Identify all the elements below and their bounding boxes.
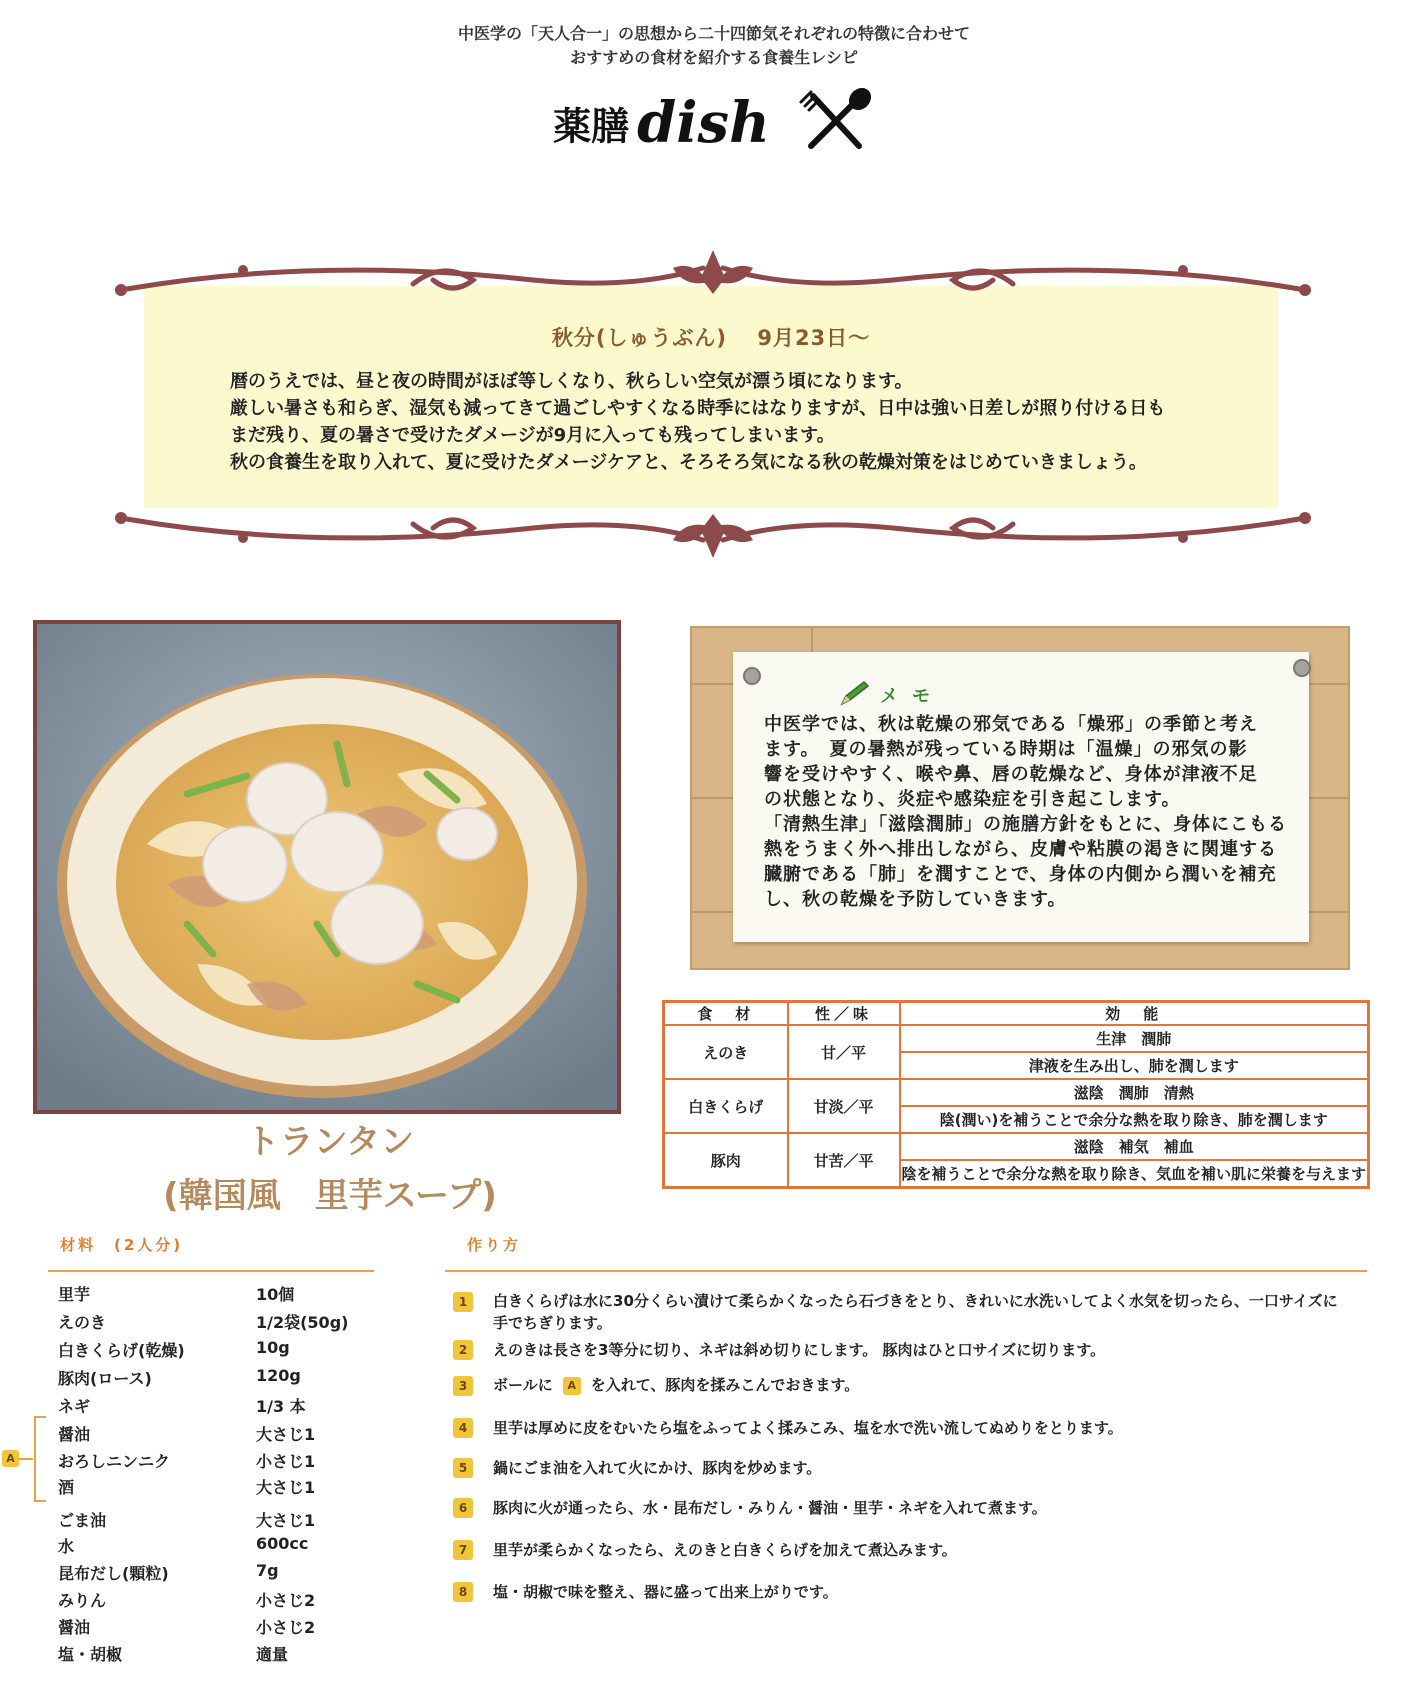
- table-cell-food: 白きくらげ: [664, 1079, 788, 1133]
- step-number: 7: [453, 1540, 473, 1560]
- group-a-badge: A: [2, 1450, 19, 1467]
- step-text: 豚肉に火が通ったら、水・昆布だし・みりん・醤油・里芋・ネギを入れて煮ます。: [493, 1499, 1047, 1517]
- table-cell-nature: 甘苦／平: [788, 1133, 900, 1188]
- step-text: 塩・胡椒で味を整え、器に盛って出来上がりです。: [493, 1583, 838, 1601]
- ingredient-name: 塩・胡椒: [58, 1645, 123, 1664]
- ingredient-quantity: 大さじ1: [256, 1511, 316, 1530]
- step-number: 2: [453, 1340, 473, 1360]
- table-header: 食 材: [664, 1002, 788, 1026]
- intro-line-2: おすすめの食材を紹介する食養生レシピ: [570, 48, 858, 67]
- ingredient-quantity: 600cc: [256, 1534, 309, 1553]
- step-number: 6: [453, 1498, 473, 1518]
- ingredient-quantity: 大さじ1: [256, 1425, 316, 1444]
- ingredient-quantity: 7g: [256, 1561, 279, 1580]
- ingredient-name: 醤油: [58, 1618, 91, 1637]
- ingredient-name: 白きくらげ(乾燥): [58, 1341, 185, 1360]
- ingredients-heading: 材料 (2人分): [60, 1236, 184, 1254]
- season-line: まだ残り、夏の暑さで受けたダメージが9月に入っても残ってしまいます。: [230, 425, 835, 446]
- ingredient-quantity: 小さじ1: [256, 1452, 316, 1471]
- season-line: 厳しい暑さも和らぎ、湿気も減ってきて過ごしやすくなる時季にはなりますが、日中は強い日差しが照り付ける日も: [230, 398, 1166, 419]
- ingredient-quantity: 1/3 本: [256, 1397, 306, 1416]
- ingredient-quantity: 小さじ2: [256, 1591, 316, 1610]
- ingredient-quantity: 適量: [256, 1645, 289, 1664]
- table-row: [664, 1079, 1369, 1106]
- pin-icon: [740, 664, 764, 692]
- group-a-badge: A: [563, 1377, 581, 1395]
- memo-line: の状態となり、炎症や感染症を引き起こします。: [764, 789, 1181, 810]
- ingredient-quantity: 大さじ1: [256, 1478, 316, 1497]
- steps-divider: [445, 1270, 1367, 1272]
- step-text: [493, 1374, 1343, 1396]
- step-number: 3: [453, 1376, 473, 1396]
- intro-line-1: 中医学の「天人合一」の思想から二十四節気それぞれの特徴に合わせて: [457, 24, 970, 43]
- season-title: 秋分(しゅうぶん) 9月23日～: [551, 326, 871, 350]
- table-cell-food: 豚肉: [664, 1133, 788, 1188]
- dish-photo: [33, 620, 621, 1114]
- table-cell-nature: 甘／平: [788, 1025, 900, 1079]
- memo-line: し、秋の乾燥を予防していきます。: [764, 889, 1067, 910]
- table-cell-description: 陰(潤い)を補うことで余分な熱を取り除き、肺を潤します: [900, 1106, 1369, 1133]
- ingredient-name: ネギ: [58, 1397, 91, 1416]
- ingredient-name: 昆布だし(顆粒): [58, 1564, 169, 1583]
- table-cell-nature: 甘淡／平: [788, 1079, 900, 1133]
- step-text-line: 白きくらげは水に30分くらい漬けて柔らかくなったら石づきをとり、きれいに水洗いしてよく水気を切ったら、一口サイズに: [493, 1292, 1338, 1310]
- dish-title: [120, 1115, 540, 1223]
- table-cell-food: えのき: [664, 1025, 788, 1079]
- step-text-pre: ボールに: [493, 1376, 553, 1394]
- logo: [0, 88, 1428, 158]
- memo-text: [764, 712, 1292, 912]
- soup-bowl-image: [37, 624, 617, 1110]
- ingredient-quantity: 小さじ2: [256, 1618, 316, 1637]
- step-text: 里芋が柔らかくなったら、えのきと白きくらげを加えて煮込みます。: [493, 1541, 957, 1559]
- step-text-line: 手でちぎります。: [493, 1314, 612, 1332]
- group-connector: [19, 1458, 33, 1460]
- ingredient-name: 里芋: [58, 1285, 91, 1304]
- season-line: 秋の食養生を取り入れて、夏に受けたダメージケアと、そろそろ気になる秋の乾燥対策をはじめていきましょう。: [230, 452, 1147, 473]
- step-number: 1: [453, 1292, 473, 1312]
- dish-title-line-1: トランタン: [245, 1122, 415, 1162]
- group-bracket: [34, 1416, 46, 1502]
- ingredient-name: みりん: [58, 1591, 107, 1610]
- steps-heading: 作り方: [467, 1236, 522, 1254]
- logo-word: dish: [637, 90, 770, 156]
- step-text-post: を入れて、豚肉を揉みこんでおきます。: [590, 1376, 860, 1394]
- memo-line: ます。 夏の暑熱が残っている時期は「温燥」の邪気の影: [764, 739, 1248, 760]
- ornament-top: [113, 248, 1313, 308]
- memo-line: 臓腑である「肺」を潤すことで、身体の内側から潤いを補充: [764, 864, 1277, 885]
- table-cell-effect: 生津 潤肺: [900, 1025, 1369, 1052]
- ingredient-quantity: 120g: [256, 1366, 301, 1385]
- step-number: 4: [453, 1418, 473, 1438]
- memo-line: 熱をうまく外へ排出しながら、皮膚や粘膜の渇きに関連する: [764, 839, 1277, 860]
- logo-kanji: 薬膳: [553, 104, 630, 149]
- ingredients-divider: [48, 1270, 374, 1272]
- step-number: 5: [453, 1458, 473, 1478]
- ingredient-name: おろしニンニク: [58, 1452, 171, 1471]
- table-header: 性／味: [788, 1002, 900, 1026]
- food-properties-table: [662, 1000, 1370, 1189]
- memo-line: 中医学では、秋は乾燥の邪気である「燥邪」の季節と考え: [764, 714, 1258, 735]
- ingredient-quantity: 1/2袋(50g): [256, 1313, 349, 1332]
- intro-text: [0, 22, 1428, 70]
- step-number: 8: [453, 1582, 473, 1602]
- table-cell-description: 陰を補うことで余分な熱を取り除き、気血を補い肌に栄養を与えます: [900, 1160, 1369, 1188]
- ingredient-name: えのき: [58, 1313, 107, 1332]
- table-cell-effect: 滋陰 補気 補血: [900, 1133, 1369, 1160]
- table-row: [664, 1025, 1369, 1052]
- ingredient-name: ごま油: [58, 1511, 107, 1530]
- step-text: 鍋にごま油を入れて火にかけ、豚肉を炒めます。: [493, 1459, 822, 1477]
- table-header-row: [664, 1002, 1369, 1026]
- pencil-icon: [840, 680, 870, 710]
- ingredient-name: 酒: [58, 1478, 75, 1497]
- step-text: えのきは長さを3等分に切り、ネギは斜め切りにします。 豚肉はひと口サイズに切ります。: [493, 1341, 1106, 1359]
- ingredient-name: 醤油: [58, 1425, 91, 1444]
- ingredient-name: 豚肉(ロース): [58, 1369, 152, 1388]
- ornament-bottom: [113, 500, 1313, 560]
- table-row: [664, 1133, 1369, 1160]
- table-cell-description: 津液を生み出し、肺を潤します: [900, 1052, 1369, 1079]
- memo-label: メモ: [880, 686, 944, 707]
- ingredient-quantity: 10個: [256, 1285, 295, 1304]
- memo-line: 響を受けやすく、喉や鼻、唇の乾燥など、身体が津液不足: [764, 764, 1258, 785]
- ingredient-name: 水: [58, 1537, 75, 1556]
- step-text: [493, 1290, 1343, 1334]
- memo-line: 「清熱生津」「滋陰潤肺」の施膳方針をもとに、身体にこもる: [764, 814, 1287, 835]
- dish-title-line-2: (韓国風 里芋スープ): [163, 1176, 497, 1216]
- table-header: 効 能: [900, 1002, 1369, 1026]
- step-text: 里芋は厚めに皮をむいたら塩をふってよく揉みこみ、塩を水で洗い流してぬめりをとります。: [493, 1419, 1123, 1437]
- season-line: 暦のうえでは、昼と夜の時間がほぼ等しくなり、秋らしい空気が漂う頃になります。: [230, 371, 913, 392]
- table-cell-effect: 滋陰 潤肺 清熱: [900, 1079, 1369, 1106]
- fork-spoon-crossed-icon: [797, 88, 875, 158]
- ingredient-quantity: 10g: [256, 1338, 290, 1357]
- season-description: [230, 368, 1270, 476]
- pin-icon: [1290, 656, 1314, 684]
